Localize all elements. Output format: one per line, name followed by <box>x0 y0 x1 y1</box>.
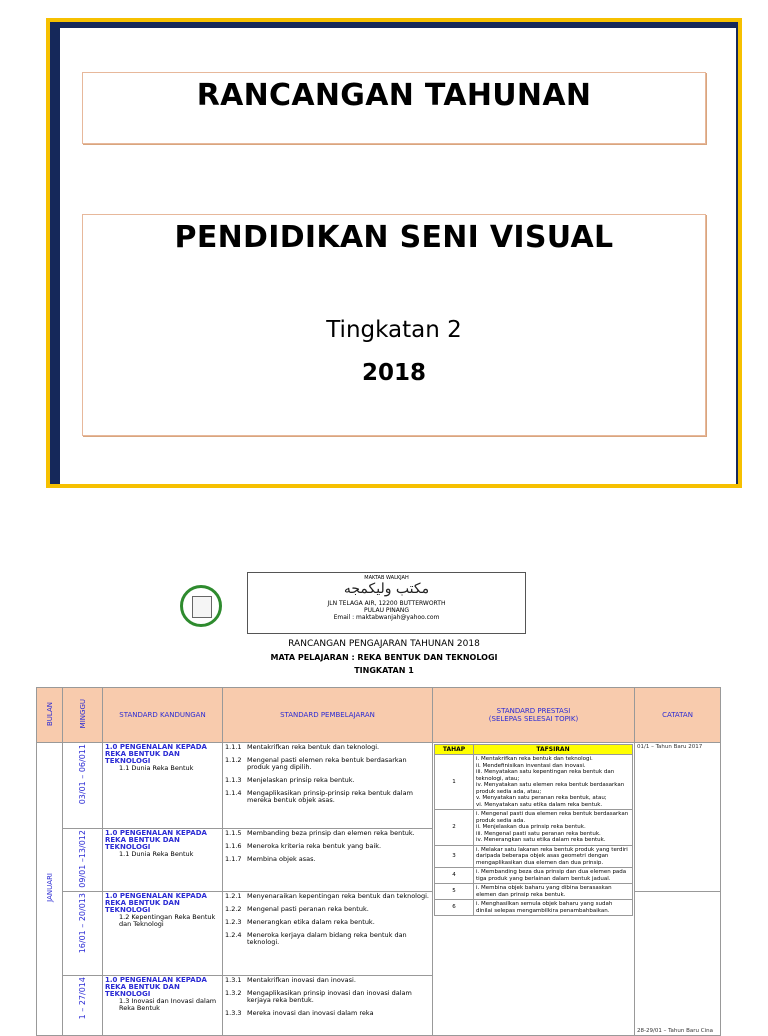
sk-sub: 1.1 Dunia Reka Bentuk <box>119 850 194 858</box>
col-catatan: CATATAN <box>635 688 721 743</box>
sp-number: 1.3.3 <box>225 1008 242 1017</box>
sp-text: Membina objek asas. <box>247 855 316 863</box>
week-label: 1 – 27/014 <box>78 976 87 1020</box>
cover-title: RANCANGAN TAHUNAN <box>196 78 592 113</box>
tahap-number: 3 <box>435 845 474 868</box>
week-cell <box>63 743 103 829</box>
sp-text: Mereka inovasi dan inovasi dalam reka <box>247 1008 374 1017</box>
school-email: Email : maktabwanjah@yahoo.com <box>333 614 440 621</box>
sp-number: 1.3.2 <box>225 988 242 997</box>
sp-number: 1.1.5 <box>225 829 242 837</box>
tahap-table <box>434 744 633 916</box>
sk-sub: 1.1 Dunia Reka Bentuk <box>119 764 194 772</box>
week-cell <box>63 829 103 892</box>
standard-pembelajaran-cell <box>223 891 433 975</box>
sp-text: Mentakrifkan reka bentuk dan teknologi. <box>247 743 380 751</box>
tahap-row <box>435 900 633 916</box>
catatan-cell: 28-29/01 – Tahun Baru Cina <box>635 891 721 1035</box>
tahap-header: TAHAP <box>435 745 474 755</box>
sk-sub: 1.3 Inovasi dan Inovasi dalam Reka Bentuk <box>119 996 217 1012</box>
standard-kandungan-cell <box>103 975 223 1035</box>
address-line-2: PULAU PINANG <box>363 607 409 614</box>
cover-grade: Tingkatan 2 <box>326 317 462 343</box>
sp-item <box>225 919 430 926</box>
tahap-row <box>435 868 633 884</box>
sp-item <box>225 856 430 863</box>
sp-text: Mengaplikasikan prinsip-prinsip reka bentuk dalam mereka bentuk objek asas. <box>247 789 413 804</box>
plan-title: RANCANGAN PENGAJARAN TAHUNAN 2018 <box>288 639 480 649</box>
sp-text: Meneroka kerjaya dalam bidang reka bentuk dan teknologi. <box>247 930 407 946</box>
standard-prestasi-cell <box>433 743 635 1036</box>
sk-title: 1.0 PENGENALAN KEPADA REKA BENTUK DAN TEKNOLOGI <box>105 891 207 914</box>
school-name-script: مكتب وليكمجه <box>343 581 430 597</box>
week-label: 03/01 – 06/011 <box>78 744 87 805</box>
col-minggu: MINGGU <box>63 688 103 743</box>
standard-kandungan-cell <box>103 743 223 829</box>
sk-sub: 1.2 Kepentingan Reka Bentuk dan Teknologi <box>119 912 216 928</box>
sp-text: Meneroka kriteria reka bentuk yang baik. <box>247 842 382 850</box>
month-label: JANUARI <box>45 873 54 903</box>
sp-item <box>225 1010 430 1017</box>
address-line-1: JLN TELAGA AIR, 12200 BUTTERWORTH <box>327 600 446 607</box>
col-standard-kandungan: STANDARD KANDUNGAN <box>103 688 223 743</box>
school-label: MAKTAB WALKJAH <box>364 575 409 581</box>
month-cell <box>37 743 63 1036</box>
title-box <box>82 72 706 144</box>
standard-kandungan-cell <box>103 829 223 892</box>
sp-text: Membanding beza prinsip dan elemen reka bentuk. <box>247 829 415 837</box>
tahap-row <box>435 884 633 900</box>
sk-title: 1.0 PENGENALAN KEPADA REKA BENTUK DAN TEKNOLOGI <box>105 829 207 851</box>
catatan-cell: 01/1 – Tahun Baru 2017 <box>635 743 721 892</box>
week-label: 16/01 – 20/013 <box>78 892 87 954</box>
tafsiran-text: i. Mentakrifkan reka bentuk dan teknologi. ii. Mendefinisikan inventasi dan inovasi. iii. Menyatakan satu kepentingan reka bentuk dan teknologi, atau; iv. Menyatakan satu elemen reka bentuk berdasarkan produk sedia ada, atau; v. Menyatakan satu peranan reka bentuk, atau; vi. Menyatakan satu etika dalam reka bentuk. <box>474 755 633 810</box>
sk-title: 1.0 PENGENALAN KEPADA REKA BENTUK DAN TEKNOLOGI <box>105 743 207 765</box>
sp-text: Mengenal pasti peranan reka bentuk. <box>247 904 369 913</box>
standard-pembelajaran-cell <box>223 829 433 892</box>
tahap-header-row <box>435 745 633 755</box>
week-cell <box>63 891 103 975</box>
sp-number: 1.1.1 <box>225 743 242 751</box>
subject-line: MATA PELAJARAN : REKA BENTUK DAN TEKNOLOGI <box>270 653 498 662</box>
sp-item <box>225 990 430 1004</box>
table-row <box>37 743 721 829</box>
school-letterhead <box>247 572 526 634</box>
week-label: 09/01 –13/012 <box>78 830 87 888</box>
sp-item <box>225 790 430 804</box>
tahap-number: 2 <box>435 810 474 846</box>
standard-kandungan-cell <box>103 891 223 975</box>
cover-year: 2018 <box>361 360 426 386</box>
sp-text: Mengaplikasikan prinsip inovasi dan inovasi dalam kerjaya reka bentuk. <box>247 988 412 1004</box>
tahap-number: 1 <box>435 755 474 810</box>
tahap-number: 5 <box>435 884 474 900</box>
sp-item <box>225 932 430 946</box>
col-bulan: BULAN <box>37 688 63 743</box>
tahap-row <box>435 755 633 810</box>
sp-text: Mengenal pasti elemen reka bentuk berdasarkan produk yang dipilih. <box>247 756 407 771</box>
sp-item <box>225 777 430 784</box>
standard-pembelajaran-cell <box>223 975 433 1035</box>
tafsiran-text: i. Menghasilkan semula objek baharu yang sudah dinilai selepas mengambilkira penambahbaikan. <box>474 900 633 916</box>
sp-text: Menerangkan etika dalam reka bentuk. <box>247 917 375 926</box>
sp-number: 1.3.1 <box>225 975 242 984</box>
subject-box <box>82 214 706 436</box>
annual-plan-table <box>36 687 721 1036</box>
sp-text: Mentakrifkan inovasi dan inovasi. <box>247 975 356 984</box>
tafsiran-text: i. Membina objek baharu yang dibina berasaskan elemen dan prinsip reka bentuk. <box>474 884 633 900</box>
sp-item <box>225 906 430 913</box>
sp-number: 1.2.1 <box>225 891 242 900</box>
sp-item <box>225 843 430 850</box>
sk-title: 1.0 PENGENALAN KEPADA REKA BENTUK DAN TEKNOLOGI <box>105 975 207 998</box>
tafsiran-header: TAFSIRAN <box>474 745 633 755</box>
tafsiran-text: i. Melakar satu lakaran reka bentuk produk yang terdiri daripada beberapa objek asas geometri dengan mengaplikasikan dua elemen dan dua prinsip. <box>474 845 633 868</box>
sp-item <box>225 744 430 751</box>
sp-number: 1.1.2 <box>225 756 242 764</box>
tahap-number: 4 <box>435 868 474 884</box>
sp-item <box>225 977 430 984</box>
col-standard-prestasi: STANDARD PRESTASI (SELEPAS SELESAI TOPIK) <box>433 688 635 743</box>
sp-number: 1.2.4 <box>225 930 242 939</box>
tahap-row <box>435 845 633 868</box>
sp-item <box>225 757 430 771</box>
sp-item <box>225 893 430 900</box>
sp-number: 1.1.7 <box>225 855 242 863</box>
tafsiran-text: i. Mengenal pasti dua elemen reka bentuk berdasarkan produk sedia ada. ii. Menjelaskan dua prinsip reka bentuk. iii. Mengenal pasti satu peranan reka bentuk. iv. Menerangkan satu etika dalam reka bentuk. <box>474 810 633 846</box>
sp-number: 1.1.6 <box>225 842 242 850</box>
standard-pembelajaran-cell <box>223 743 433 829</box>
school-logo <box>180 585 222 627</box>
col-standard-pembelajaran: STANDARD PEMBELAJARAN <box>223 688 433 743</box>
tahap-row <box>435 810 633 846</box>
week-cell <box>63 975 103 1035</box>
level-line: TINGKATAN 1 <box>354 666 414 675</box>
cover-subject: PENDIDIKAN SENI VISUAL <box>174 220 614 255</box>
sp-number: 1.2.2 <box>225 904 242 913</box>
tahap-number: 6 <box>435 900 474 916</box>
sp-number: 1.2.3 <box>225 917 242 926</box>
tafsiran-text: i. Membanding beza dua prinsip dan dua elemen pada tiga produk yang berlainan dalam bentuk jadual. <box>474 868 633 884</box>
sp-number: 1.1.4 <box>225 789 242 797</box>
sp-number: 1.1.3 <box>225 776 242 784</box>
sp-text: Menjelaskan prinsip reka bentuk. <box>247 776 355 784</box>
sp-item <box>225 830 430 837</box>
sp-text: Menyenaraikan kepentingan reka bentuk dan teknologi. <box>247 891 429 900</box>
